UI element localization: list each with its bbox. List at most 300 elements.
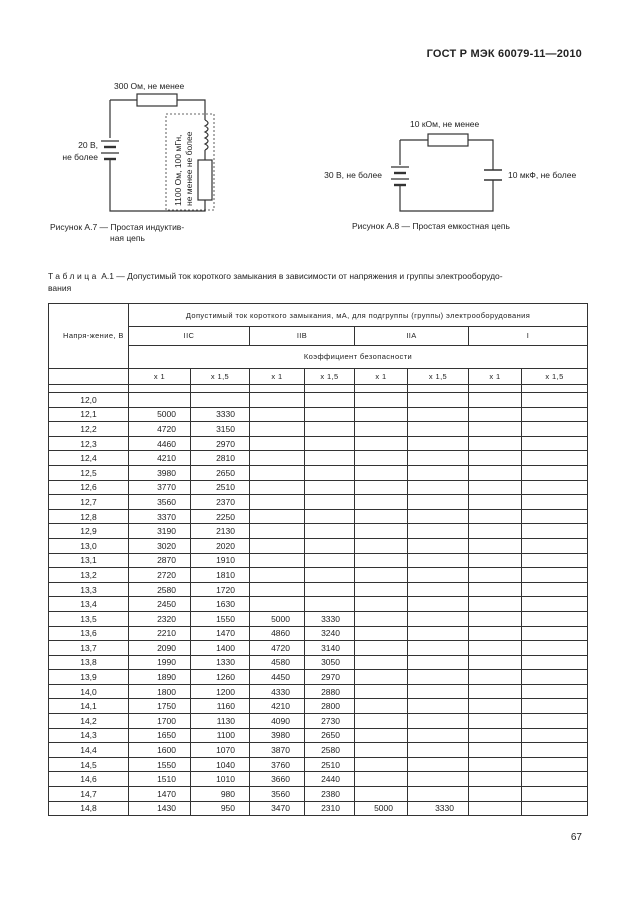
current-cell: [469, 743, 522, 758]
capacitor-symbol: [484, 170, 502, 180]
current-cell: 3660: [250, 772, 305, 787]
current-cell: [522, 743, 588, 758]
current-cell: [250, 422, 305, 437]
current-cell: 4330: [250, 684, 305, 699]
current-cell: [408, 699, 469, 714]
current-cell: 2210: [129, 626, 191, 641]
safety-factor-1: x 1,5: [191, 369, 250, 385]
voltage-cell: 14,5: [49, 757, 129, 772]
table-row: [49, 714, 588, 729]
current-cell: [355, 495, 408, 510]
current-cell: 2250: [191, 509, 250, 524]
current-cell: 1200: [191, 684, 250, 699]
current-cell: [408, 509, 469, 524]
current-cell: [522, 757, 588, 772]
current-cell: 4210: [129, 451, 191, 466]
current-cell: [355, 772, 408, 787]
current-cell: 3770: [129, 480, 191, 495]
current-cell: 3470: [250, 801, 305, 816]
a7-source-label-2: не более: [62, 152, 98, 162]
safety-factor-header: Коэффициент безопасности: [129, 345, 588, 368]
current-cell: 1260: [191, 670, 250, 685]
voltage-cell: 12,5: [49, 465, 129, 480]
current-cell: 1890: [129, 670, 191, 685]
current-cell: [408, 582, 469, 597]
current-cell: [355, 538, 408, 553]
figure-a7-inductive-circuit: [40, 78, 240, 218]
current-cell: [250, 524, 305, 539]
current-cell: [522, 480, 588, 495]
current-cell: 1470: [191, 626, 250, 641]
current-cell: [355, 568, 408, 583]
table-row: [49, 611, 588, 626]
current-cell: [305, 582, 355, 597]
current-cell: [408, 524, 469, 539]
current-cell: [469, 641, 522, 656]
table-row: [49, 655, 588, 670]
current-cell: [250, 480, 305, 495]
current-cell: 2310: [305, 801, 355, 816]
current-cell: [250, 451, 305, 466]
a7-inductor-label-1: 1100 Ом, 100 мГн,: [173, 134, 183, 206]
current-cell: [408, 393, 469, 408]
current-cell: 1550: [129, 757, 191, 772]
voltage-cell: 14,2: [49, 714, 129, 729]
current-cell: [469, 626, 522, 641]
current-cell: [305, 568, 355, 583]
resistor-10-kohm: [428, 134, 468, 146]
current-cell: [408, 553, 469, 568]
voltage-cell: 12,7: [49, 495, 129, 510]
current-cell: 1130: [191, 714, 250, 729]
current-cell: [250, 407, 305, 422]
table-row: [49, 524, 588, 539]
table-row: [49, 436, 588, 451]
current-cell: [469, 568, 522, 583]
current-cell: 2650: [305, 728, 355, 743]
voltage-cell: 12,4: [49, 451, 129, 466]
current-cell: [408, 787, 469, 802]
table-row: [49, 582, 588, 597]
resistor-300-ohm: [137, 94, 177, 106]
current-cell: [305, 451, 355, 466]
current-cell: 4450: [250, 670, 305, 685]
voltage-cell: 14,1: [49, 699, 129, 714]
current-cell: [408, 655, 469, 670]
current-cell: [469, 451, 522, 466]
voltage-header: Напря-жение, В: [49, 304, 129, 369]
current-cell: [305, 524, 355, 539]
current-cell: [469, 699, 522, 714]
voltage-cell: 12,1: [49, 407, 129, 422]
inductor-resistance: [198, 160, 212, 200]
voltage-cell: 14,4: [49, 743, 129, 758]
current-cell: 1100: [191, 728, 250, 743]
current-cell: [522, 801, 588, 816]
battery-symbol: [391, 167, 409, 188]
table-caption-text: А.1 — Допустимый ток короткого замыкания в зависимости от напряжения и группы электрооборудо-: [98, 271, 503, 281]
current-cell: [522, 465, 588, 480]
current-cell: [408, 772, 469, 787]
current-cell: 2880: [305, 684, 355, 699]
current-cell: [408, 422, 469, 437]
current-cell: [469, 611, 522, 626]
current-cell: [469, 495, 522, 510]
table-row: [49, 670, 588, 685]
current-cell: [522, 553, 588, 568]
current-cell: [522, 626, 588, 641]
current-cell: [408, 465, 469, 480]
inductor-coil: [205, 120, 208, 150]
figure-a8-capacitive-circuit: [310, 110, 590, 220]
current-cell: 4860: [250, 626, 305, 641]
table-row: [49, 553, 588, 568]
current-cell: 1510: [129, 772, 191, 787]
current-cell: 2370: [191, 495, 250, 510]
current-cell: [408, 728, 469, 743]
current-cell: 2090: [129, 641, 191, 656]
safety-factor-7: x 1,5: [522, 369, 588, 385]
table-row: [49, 509, 588, 524]
current-cell: [408, 626, 469, 641]
current-cell: [355, 465, 408, 480]
table-row: [49, 538, 588, 553]
safety-factor-0: x 1: [129, 369, 191, 385]
current-cell: [408, 451, 469, 466]
current-cell: [355, 451, 408, 466]
current-cell: 2510: [305, 757, 355, 772]
voltage-cell: 14,7: [49, 787, 129, 802]
current-cell: [355, 641, 408, 656]
a8-capacitor-label: 10 мкФ, не более: [508, 170, 577, 180]
current-cell: [522, 714, 588, 729]
group-header-2: IIA: [355, 327, 469, 346]
current-cell: 2450: [129, 597, 191, 612]
current-cell: [250, 509, 305, 524]
table-gap-row: [49, 385, 588, 393]
current-cell: 3190: [129, 524, 191, 539]
current-cell: [355, 553, 408, 568]
current-cell: [355, 611, 408, 626]
a8-resistor-label: 10 кОм, не менее: [410, 119, 480, 129]
current-cell: [522, 611, 588, 626]
current-cell: [305, 495, 355, 510]
current-cell: [469, 787, 522, 802]
current-cell: [408, 436, 469, 451]
safety-factor-4: x 1: [355, 369, 408, 385]
table-row: [49, 568, 588, 583]
figure-a7-caption-line-2: ная цепь: [110, 233, 145, 243]
current-cell: [355, 655, 408, 670]
current-cell: 3330: [191, 407, 250, 422]
current-cell: [408, 538, 469, 553]
current-cell: 4210: [250, 699, 305, 714]
current-cell: 2970: [191, 436, 250, 451]
current-cell: [469, 772, 522, 787]
current-cell: 1010: [191, 772, 250, 787]
voltage-cell: 13,1: [49, 553, 129, 568]
current-cell: [522, 670, 588, 685]
current-cell: 1070: [191, 743, 250, 758]
voltage-cell: 13,6: [49, 626, 129, 641]
current-cell: [522, 422, 588, 437]
current-cell: [469, 538, 522, 553]
current-cell: [408, 597, 469, 612]
current-cell: 1470: [129, 787, 191, 802]
current-cell: 1700: [129, 714, 191, 729]
current-cell: 1400: [191, 641, 250, 656]
current-cell: 5000: [355, 801, 408, 816]
table-row: [49, 626, 588, 641]
current-cell: [250, 568, 305, 583]
current-cell: [469, 684, 522, 699]
table-caption-prefix: Таблица: [48, 271, 99, 281]
current-cell: 1430: [129, 801, 191, 816]
group-header-1: IIB: [250, 327, 355, 346]
current-cell: [355, 757, 408, 772]
current-cell: 2810: [191, 451, 250, 466]
current-cell: [522, 582, 588, 597]
current-cell: [250, 465, 305, 480]
safety-factor-5: x 1,5: [408, 369, 469, 385]
current-cell: 2510: [191, 480, 250, 495]
current-cell: [355, 524, 408, 539]
table-row: [49, 772, 588, 787]
current-cell: 1910: [191, 553, 250, 568]
current-cell: 4720: [250, 641, 305, 656]
current-cell: [522, 699, 588, 714]
current-cell: [305, 509, 355, 524]
table-row: [49, 684, 588, 699]
current-cell: [522, 524, 588, 539]
figure-a8-schematic: [310, 110, 590, 220]
table-row: [49, 597, 588, 612]
current-cell: [191, 393, 250, 408]
current-cell: [469, 393, 522, 408]
a8-source-label: 30 В, не более: [324, 170, 382, 180]
current-cell: [522, 787, 588, 802]
current-cell: [250, 582, 305, 597]
voltage-cell: 13,3: [49, 582, 129, 597]
current-cell: [250, 436, 305, 451]
a7-resistor-label: 300 Ом, не менее: [114, 81, 185, 91]
current-cell: 1550: [191, 611, 250, 626]
table-row: [49, 407, 588, 422]
current-cell: [522, 509, 588, 524]
voltage-cell: 12,3: [49, 436, 129, 451]
current-cell: [469, 422, 522, 437]
table-row: [49, 728, 588, 743]
current-cell: 3020: [129, 538, 191, 553]
current-cell: [469, 436, 522, 451]
current-cell: 3050: [305, 655, 355, 670]
current-cell: 1990: [129, 655, 191, 670]
current-cell: 2650: [191, 465, 250, 480]
current-cell: [250, 495, 305, 510]
table-row: [49, 801, 588, 816]
voltage-cell: 14,6: [49, 772, 129, 787]
battery-symbol: [101, 141, 119, 166]
voltage-cell: 12,6: [49, 480, 129, 495]
current-cell: [522, 655, 588, 670]
current-cell: [305, 465, 355, 480]
current-cell: [250, 553, 305, 568]
current-cell: [355, 714, 408, 729]
current-cell: 1600: [129, 743, 191, 758]
current-cell: 3150: [191, 422, 250, 437]
current-cell: 3240: [305, 626, 355, 641]
group-header-0: IIC: [129, 327, 250, 346]
table-row: [49, 743, 588, 758]
a7-inductor-label-2: не менее не более: [184, 131, 194, 206]
current-cell: 2720: [129, 568, 191, 583]
current-cell: [355, 509, 408, 524]
current-cell: [305, 407, 355, 422]
current-cell: [355, 422, 408, 437]
current-cell: 2970: [305, 670, 355, 685]
current-cell: [305, 393, 355, 408]
safety-factor-6: x 1: [469, 369, 522, 385]
current-cell: 1800: [129, 684, 191, 699]
voltage-cell: 13,7: [49, 641, 129, 656]
current-cell: [522, 728, 588, 743]
current-cell: [408, 568, 469, 583]
current-cell: [469, 655, 522, 670]
current-cell: [469, 728, 522, 743]
current-cell: [522, 684, 588, 699]
current-cell: [355, 582, 408, 597]
current-cell: [469, 509, 522, 524]
current-cell: 3760: [250, 757, 305, 772]
current-cell: [129, 393, 191, 408]
voltage-cell: 12,2: [49, 422, 129, 437]
current-cell: [305, 597, 355, 612]
current-cell: [469, 524, 522, 539]
current-cell: [522, 393, 588, 408]
current-cell: 3560: [250, 787, 305, 802]
voltage-cell: 12,8: [49, 509, 129, 524]
table-caption: [48, 270, 588, 294]
current-cell: [305, 480, 355, 495]
document-header: ГОСТ Р МЭК 60079-11—2010: [426, 48, 582, 60]
current-cell: [469, 553, 522, 568]
figure-a7-schematic: [40, 78, 240, 218]
current-cell: [355, 597, 408, 612]
group-header-3: I: [469, 327, 588, 346]
current-cell: [305, 422, 355, 437]
current-cell: 2380: [305, 787, 355, 802]
current-cell: [408, 611, 469, 626]
current-cell: [522, 407, 588, 422]
current-cell: [355, 699, 408, 714]
current-cell: [355, 743, 408, 758]
page-number: 67: [570, 832, 582, 843]
current-cell: 2730: [305, 714, 355, 729]
table-row: [49, 757, 588, 772]
voltage-cell: 13,9: [49, 670, 129, 685]
current-cell: 3370: [129, 509, 191, 524]
current-cell: 1040: [191, 757, 250, 772]
voltage-cell: 14,8: [49, 801, 129, 816]
current-cell: [355, 436, 408, 451]
voltage-cell: 14,0: [49, 684, 129, 699]
voltage-cell: 13,2: [49, 568, 129, 583]
current-cell: [522, 597, 588, 612]
current-cell: 3560: [129, 495, 191, 510]
current-cell: [469, 801, 522, 816]
table-row: [49, 787, 588, 802]
current-cell: 3330: [408, 801, 469, 816]
voltage-cell: 12,9: [49, 524, 129, 539]
current-cell: 2800: [305, 699, 355, 714]
current-cell: 2580: [305, 743, 355, 758]
current-cell: 3980: [129, 465, 191, 480]
current-cell: [522, 772, 588, 787]
current-cell: [408, 757, 469, 772]
current-cell: 1750: [129, 699, 191, 714]
current-cell: [305, 553, 355, 568]
current-cell: 1330: [191, 655, 250, 670]
figure-a7-caption: [50, 222, 250, 244]
current-cell: [355, 684, 408, 699]
table-row: [49, 495, 588, 510]
current-cell: 2020: [191, 538, 250, 553]
current-cell: [469, 407, 522, 422]
current-cell: [408, 714, 469, 729]
current-cell: [408, 743, 469, 758]
current-cell: [250, 538, 305, 553]
current-cell: 5000: [129, 407, 191, 422]
current-cell: 2870: [129, 553, 191, 568]
current-cell: [522, 451, 588, 466]
current-cell: [250, 597, 305, 612]
current-cell: [469, 714, 522, 729]
table-row: [49, 465, 588, 480]
current-cell: [408, 641, 469, 656]
figure-a8-caption: Рисунок А.8 — Простая емкостная цепь: [352, 221, 510, 231]
current-cell: 3980: [250, 728, 305, 743]
current-cell: 950: [191, 801, 250, 816]
current-cell: [522, 568, 588, 583]
voltage-cell: 12,0: [49, 393, 129, 408]
current-cell: 4720: [129, 422, 191, 437]
current-cell: 2130: [191, 524, 250, 539]
current-cell: 2580: [129, 582, 191, 597]
figure-a7-caption-line-1: Рисунок А.7 — Простая индуктив-: [50, 222, 185, 232]
current-cell: 3330: [305, 611, 355, 626]
current-cell: 3140: [305, 641, 355, 656]
voltage-cell: 13,0: [49, 538, 129, 553]
current-cell: [355, 670, 408, 685]
current-cell: [522, 436, 588, 451]
table-row: [49, 480, 588, 495]
current-cell: 1650: [129, 728, 191, 743]
table-caption-text-2: вания: [48, 283, 72, 293]
table-row: [49, 422, 588, 437]
current-cell: 1630: [191, 597, 250, 612]
current-cell: 5000: [250, 611, 305, 626]
current-header: Допустимый ток короткого замыкания, мА, для подгруппы (группы) электрооборудования: [129, 304, 588, 327]
current-cell: 4090: [250, 714, 305, 729]
table-row: [49, 699, 588, 714]
voltage-cell: 13,4: [49, 597, 129, 612]
current-cell: 1720: [191, 582, 250, 597]
current-cell: 4580: [250, 655, 305, 670]
current-cell: 1160: [191, 699, 250, 714]
current-cell: [408, 495, 469, 510]
short-circuit-current-table: [48, 303, 588, 816]
voltage-subheader-empty: [49, 369, 129, 385]
